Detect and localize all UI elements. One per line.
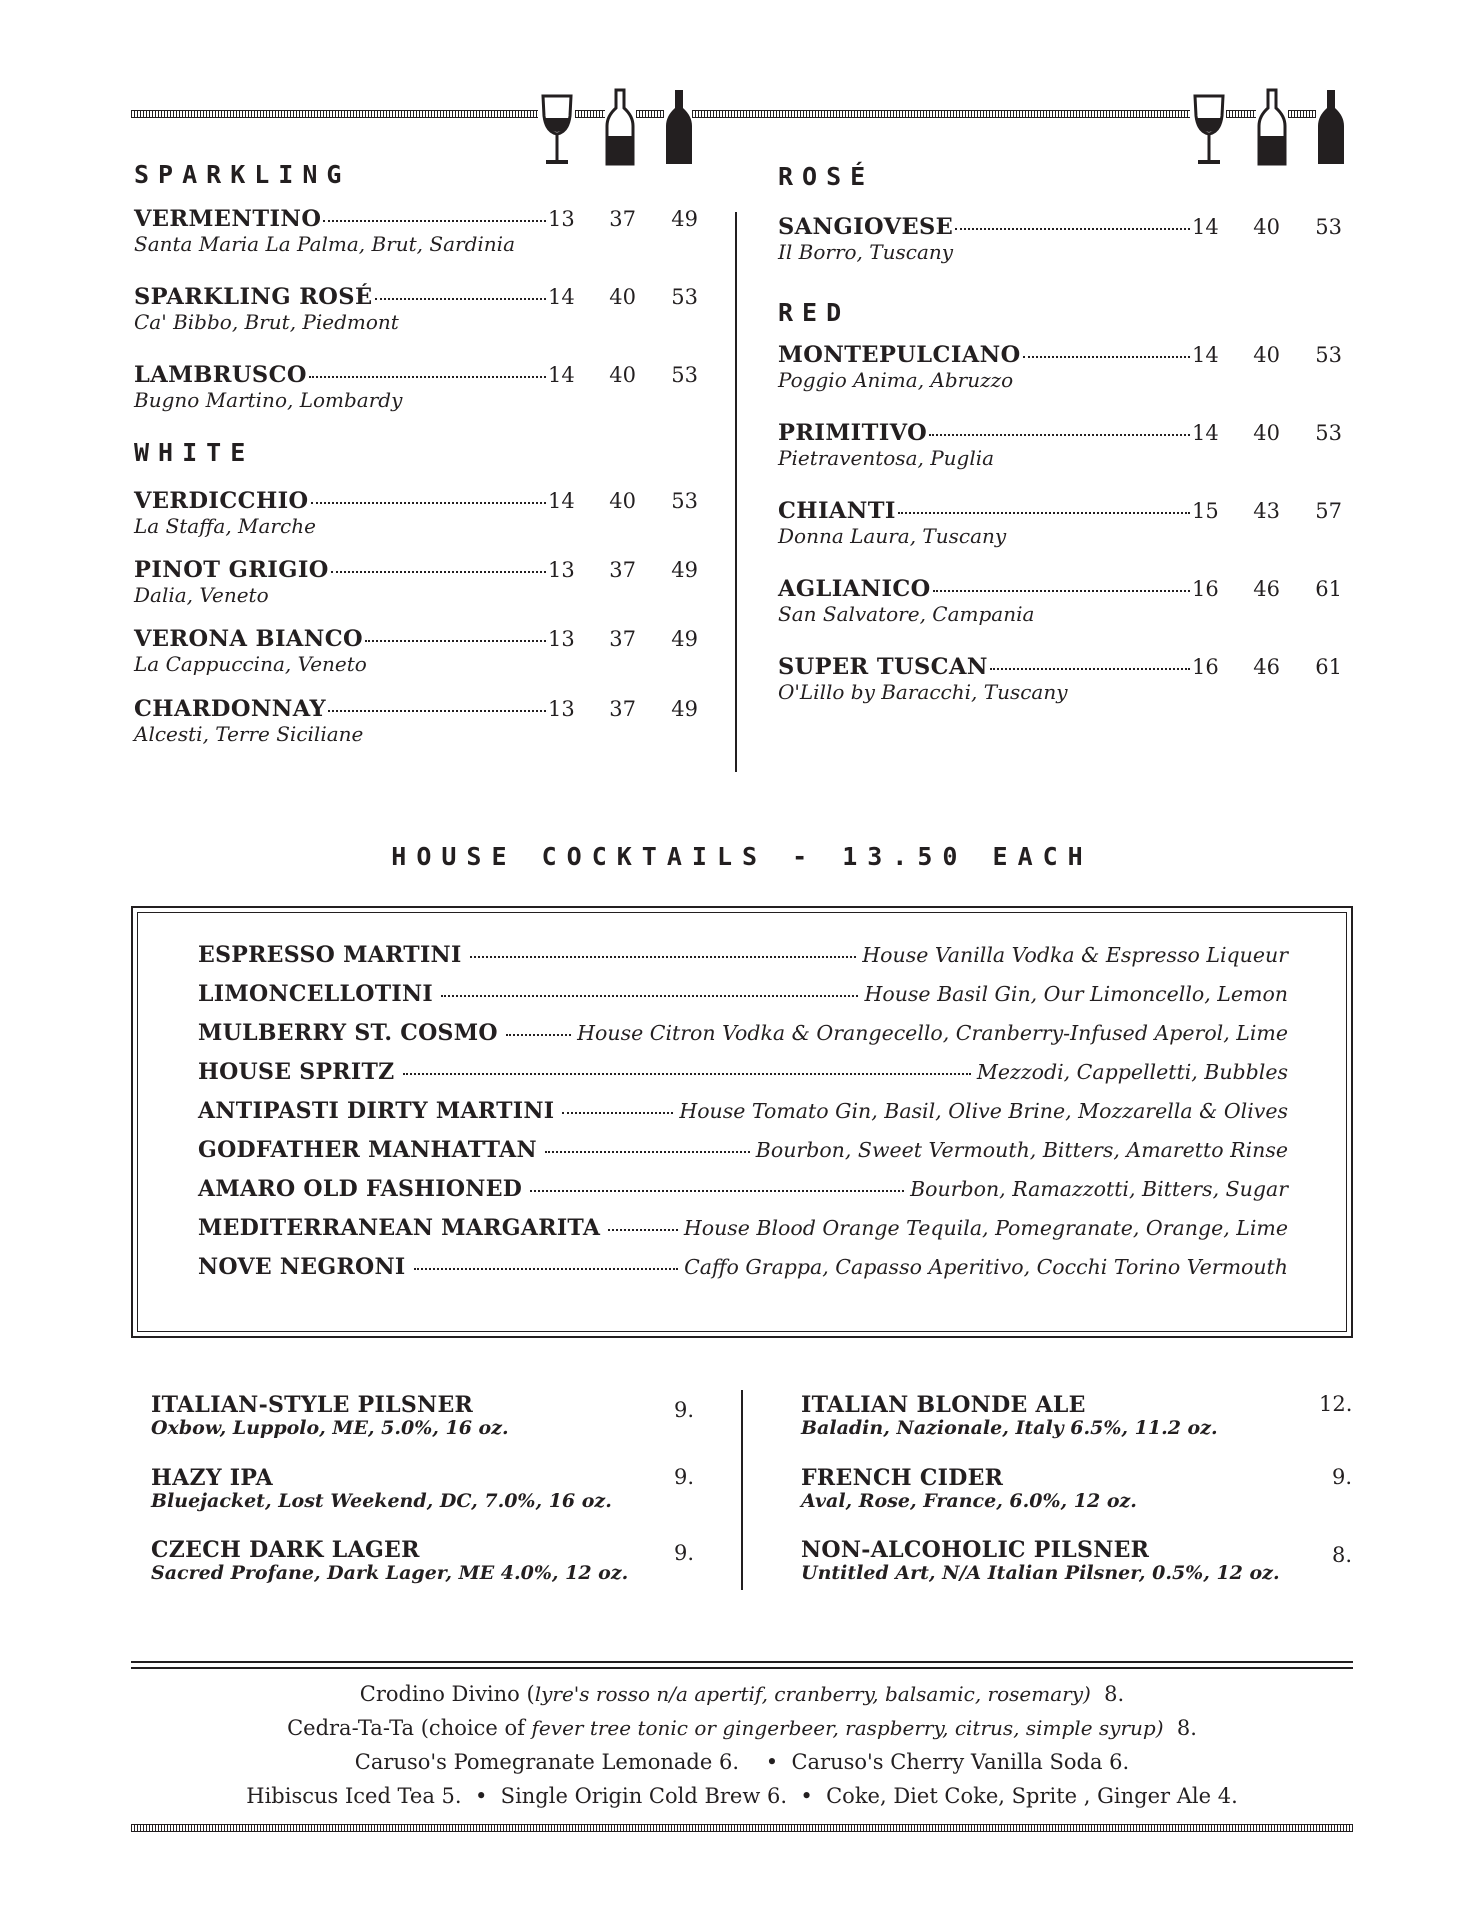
beer-price: 12. <box>1319 1392 1353 1416</box>
beer-name: CZECH DARK LAGER <box>151 1537 420 1563</box>
cocktail-desc: House Citron Vodka & Orangecello, Cranberry-Infused Aperol, Lime <box>577 1021 1288 1045</box>
beer-price: 8. <box>1332 1543 1353 1567</box>
beer-item <box>801 1392 1353 1439</box>
wine-name: VERMENTINO <box>134 206 322 232</box>
bottle-price: 61 <box>1315 577 1342 601</box>
beer-name: NON-ALCOHOLIC PILSNER <box>801 1537 1150 1563</box>
na-drink-name: Cedra-Ta-Ta (choice of <box>287 1716 532 1740</box>
icon-rule <box>1226 110 1256 118</box>
wine-glass-icon <box>540 94 574 166</box>
wine-bottle-outline-icon <box>605 88 635 166</box>
beer-origin: Baladin, Nazionale, Italy 6.5%, 11.2 oz. <box>801 1417 1218 1439</box>
beer-item <box>151 1537 695 1584</box>
bottle-price: 53 <box>671 363 698 387</box>
glass-price: 14 <box>548 363 575 387</box>
beer-price: 9. <box>1332 1465 1353 1489</box>
wine-origin: La Staffa, Marche <box>134 514 316 538</box>
wine-column-divider <box>735 212 737 772</box>
beer-name: FRENCH CIDER <box>801 1465 1004 1491</box>
beer-item <box>151 1392 695 1439</box>
bottle-price: 61 <box>1315 655 1342 679</box>
top-rule-left <box>131 110 538 118</box>
wine-origin: Dalia, Veneto <box>134 583 269 607</box>
cocktail-name: ESPRESSO MARTINI <box>198 942 462 968</box>
glass-price: 16 <box>1192 577 1219 601</box>
cocktail-item <box>198 1215 1288 1241</box>
cocktail-item <box>198 1098 1288 1124</box>
beer-name: ITALIAN BLONDE ALE <box>801 1392 1086 1418</box>
cocktail-desc: House Vanilla Vodka & Espresso Liqueur <box>862 943 1288 967</box>
glass-price: 14 <box>1192 343 1219 367</box>
bottle-price: 49 <box>671 558 698 582</box>
half-price: 37 <box>609 207 636 231</box>
cocktail-name: AMARO OLD FASHIONED <box>198 1176 523 1202</box>
na-drink-price: 8. <box>1176 1716 1197 1740</box>
wine-item <box>134 362 698 428</box>
sparkling-heading: SPARKLING <box>134 160 351 189</box>
beer-price: 9. <box>674 1398 695 1422</box>
icon-rule <box>636 110 664 118</box>
beer-name: HAZY IPA <box>151 1465 273 1491</box>
glass-price: 16 <box>1192 655 1219 679</box>
wine-item <box>134 557 698 623</box>
wine-item <box>778 342 1342 408</box>
wine-name: CHIANTI <box>778 498 896 524</box>
wine-name: PINOT GRIGIO <box>134 557 329 583</box>
wine-item <box>778 214 1342 280</box>
bottle-price: 53 <box>1315 343 1342 367</box>
wine-item <box>134 206 698 272</box>
na-rule-top-2 <box>131 1667 1353 1669</box>
wine-bottle-icon <box>1316 88 1346 166</box>
na-drink-desc: fever tree tonic or gingerbeer, raspberry, citrus, simple syrup) <box>531 1716 1164 1740</box>
beer-column-divider <box>741 1390 743 1590</box>
rose-heading: ROSÉ <box>778 162 875 191</box>
beer-item <box>801 1537 1353 1584</box>
cocktail-desc: House Basil Gin, Our Limoncello, Lemon <box>864 982 1288 1006</box>
wine-name: LAMBRUSCO <box>134 362 307 388</box>
icon-rule <box>575 110 605 118</box>
red-heading: RED <box>778 298 851 327</box>
cocktail-item <box>198 1254 1288 1280</box>
na-rule-top <box>131 1661 1353 1663</box>
beer-origin: Sacred Profane, Dark Lager, ME 4.0%, 12 oz. <box>151 1562 629 1584</box>
half-price: 40 <box>1253 215 1280 239</box>
bottle-price: 53 <box>671 489 698 513</box>
beer-price: 9. <box>674 1541 695 1565</box>
na-drink-price: 8. <box>1104 1682 1125 1706</box>
bottle-price: 53 <box>1315 215 1342 239</box>
bottle-price: 53 <box>1315 421 1342 445</box>
beer-origin: Oxbow, Luppolo, ME, 5.0%, 16 oz. <box>151 1417 509 1439</box>
wine-item <box>778 498 1342 564</box>
wine-origin: Pietraventosa, Puglia <box>778 446 995 470</box>
wine-origin: Ca' Bibbo, Brut, Piedmont <box>134 310 399 334</box>
glass-price: 13 <box>548 558 575 582</box>
wine-item <box>778 420 1342 486</box>
beer-origin: Untitled Art, N/A Italian Pilsner, 0.5%, 12 oz. <box>801 1562 1280 1584</box>
beer-price: 9. <box>674 1465 695 1489</box>
wine-origin: Santa Maria La Palma, Brut, Sardinia <box>134 232 515 256</box>
cocktail-desc: Caffo Grappa, Capasso Aperitivo, Cocchi Torino Vermouth <box>684 1255 1288 1279</box>
cocktail-name: HOUSE SPRITZ <box>198 1059 395 1085</box>
wine-origin: Poggio Anima, Abruzzo <box>778 368 1014 392</box>
wine-bottle-outline-icon <box>1257 88 1287 166</box>
wine-origin: Donna Laura, Tuscany <box>778 524 1007 548</box>
cocktail-item <box>198 981 1288 1007</box>
bottle-price: 53 <box>671 285 698 309</box>
cocktail-desc: House Tomato Gin, Basil, Olive Brine, Mozzarella & Olives <box>679 1099 1288 1123</box>
bottle-price: 57 <box>1315 499 1342 523</box>
cocktail-desc: House Blood Orange Tequila, Pomegranate, Orange, Lime <box>683 1216 1288 1240</box>
beer-item <box>801 1465 1353 1512</box>
cocktail-name: MEDITERRANEAN MARGARITA <box>198 1215 601 1241</box>
wine-item <box>778 576 1342 642</box>
wine-name: SPARKLING ROSÉ <box>134 284 373 310</box>
na-line-4: Hibiscus Iced Tea 5. • Single Origin Cold Brew 6. • Coke, Diet Coke, Sprite , Ginger Ale 4. <box>246 1784 1238 1808</box>
glass-price: 14 <box>548 489 575 513</box>
wine-bottle-icon <box>664 88 694 166</box>
wine-origin: San Salvatore, Campania <box>778 602 1035 626</box>
wine-origin: Il Borro, Tuscany <box>778 240 954 264</box>
glass-price: 13 <box>548 627 575 651</box>
half-price: 37 <box>609 627 636 651</box>
cocktail-name: LIMONCELLOTINI <box>198 981 434 1007</box>
cocktail-desc: Bourbon, Sweet Vermouth, Bitters, Amaretto Rinse <box>755 1138 1288 1162</box>
cocktail-item <box>198 1176 1288 1202</box>
wine-glass-icon <box>1192 94 1226 166</box>
half-price: 37 <box>609 697 636 721</box>
cocktail-name: MULBERRY ST. COSMO <box>198 1020 498 1046</box>
cocktail-item <box>198 1020 1288 1046</box>
glass-price: 15 <box>1192 499 1219 523</box>
half-price: 43 <box>1253 499 1280 523</box>
half-price: 40 <box>1253 421 1280 445</box>
wine-item <box>134 488 698 554</box>
bottle-price: 49 <box>671 697 698 721</box>
beer-origin: Aval, Rose, France, 6.0%, 12 oz. <box>801 1490 1137 1512</box>
half-price: 37 <box>609 558 636 582</box>
na-drink-desc: lyre's rosso n/a apertif, cranberry, balsamic, rosemary) <box>534 1682 1091 1706</box>
glass-price: 13 <box>548 207 575 231</box>
bottle-price: 49 <box>671 207 698 231</box>
wine-origin: O'Lillo by Baracchi, Tuscany <box>778 680 1068 704</box>
glass-price: 14 <box>1192 421 1219 445</box>
cocktail-item <box>198 1059 1288 1085</box>
cocktail-desc: Mezzodi, Cappelletti, Bubbles <box>976 1060 1288 1084</box>
wine-name: VERDICCHIO <box>134 488 309 514</box>
half-price: 40 <box>609 489 636 513</box>
bottle-price: 49 <box>671 627 698 651</box>
cocktail-desc: Bourbon, Ramazzotti, Bitters, Sugar <box>910 1177 1288 1201</box>
cocktail-name: GODFATHER MANHATTAN <box>198 1137 537 1163</box>
beer-item <box>151 1465 695 1512</box>
cocktail-item <box>198 1137 1288 1163</box>
wine-name: PRIMITIVO <box>778 420 928 446</box>
half-price: 46 <box>1253 577 1280 601</box>
half-price: 40 <box>609 363 636 387</box>
icon-rule <box>1288 110 1316 118</box>
glass-price: 13 <box>548 697 575 721</box>
half-price: 46 <box>1253 655 1280 679</box>
na-line-1 <box>0 1682 1484 1706</box>
na-line-2 <box>0 1716 1484 1740</box>
top-rule-mid <box>692 110 1190 118</box>
half-price: 40 <box>609 285 636 309</box>
cocktail-name: NOVE NEGRONI <box>198 1254 406 1280</box>
wine-name: SUPER TUSCAN <box>778 654 988 680</box>
beer-origin: Bluejacket, Lost Weekend, DC, 7.0%, 16 oz. <box>151 1490 612 1512</box>
wine-origin: Bugno Martino, Lombardy <box>134 388 403 412</box>
bottom-rule <box>131 1824 1353 1832</box>
na-drink-name: Crodino Divino ( <box>359 1682 535 1706</box>
wine-item <box>134 284 698 350</box>
cocktails-heading: HOUSE COCKTAILS - 13.50 EACH <box>391 842 1093 871</box>
wine-name: CHARDONNAY <box>134 696 326 722</box>
wine-name: SANGIOVESE <box>778 214 954 240</box>
cocktail-item <box>198 942 1288 968</box>
glass-price: 14 <box>1192 215 1219 239</box>
wine-item <box>134 626 698 692</box>
wine-item <box>778 654 1342 720</box>
wine-item <box>134 696 698 762</box>
wine-name: MONTEPULCIANO <box>778 342 1021 368</box>
wine-origin: La Cappuccina, Veneto <box>134 652 367 676</box>
wine-origin: Alcesti, Terre Siciliane <box>134 722 364 746</box>
glass-price: 14 <box>548 285 575 309</box>
beer-name: ITALIAN-STYLE PILSNER <box>151 1392 474 1418</box>
wine-name: AGLIANICO <box>778 576 931 602</box>
half-price: 40 <box>1253 343 1280 367</box>
wine-name: VERONA BIANCO <box>134 626 364 652</box>
cocktail-name: ANTIPASTI DIRTY MARTINI <box>198 1098 555 1124</box>
na-line-3: Caruso's Pomegranate Lemonade 6. • Caruso's Cherry Vanilla Soda 6. <box>354 1750 1130 1774</box>
white-heading: WHITE <box>134 438 255 467</box>
